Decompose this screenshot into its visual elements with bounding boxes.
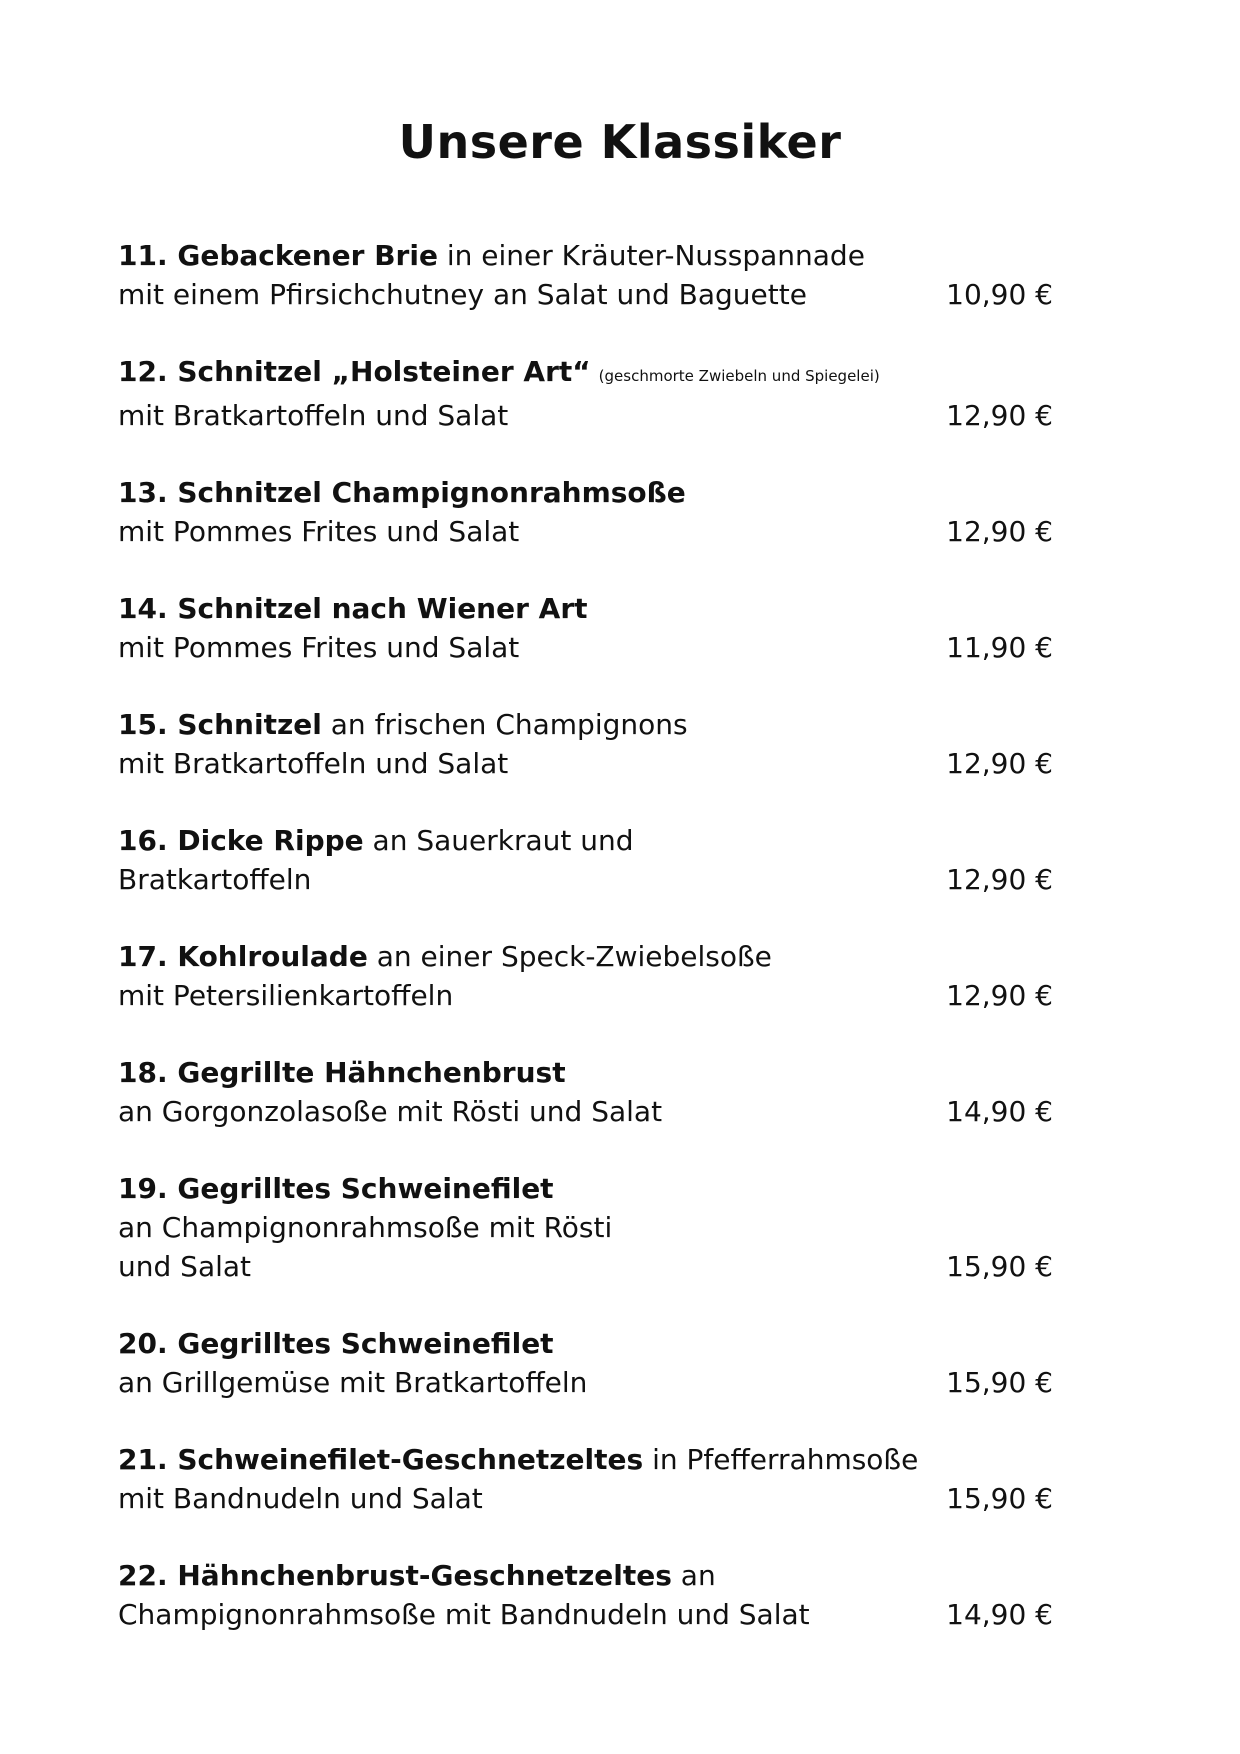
menu-item-name <box>118 708 322 741</box>
menu-item-name <box>118 1327 554 1360</box>
menu-item-number: 11. <box>118 239 168 272</box>
menu-item-heading <box>118 352 1053 396</box>
menu-item-heading <box>118 1324 1053 1363</box>
menu-item-name <box>118 355 591 388</box>
menu-item-price: 15,90 € <box>946 1250 1053 1283</box>
menu-item-description: und Salat <box>118 1250 252 1283</box>
menu-item-note: (geschmorte Zwiebeln und Spiegelei) <box>598 367 880 385</box>
menu-item-name <box>118 239 438 272</box>
menu-item-title: Gegrilltes Schweinefilet <box>177 1327 554 1360</box>
menu-item <box>118 937 1053 1015</box>
menu-item-spacer <box>118 1402 1053 1440</box>
menu-item-description: mit einem Pfirsichchutney an Salat und Baguette <box>118 278 807 311</box>
menu-item-spacer <box>118 1286 1053 1324</box>
menu-item-heading <box>118 1556 1053 1595</box>
menu-item-heading <box>118 937 1053 976</box>
menu-item <box>118 1053 1053 1131</box>
menu-item-price: 14,90 € <box>946 1095 1053 1128</box>
menu-item-price: 12,90 € <box>946 515 1053 548</box>
menu-item-spacer <box>118 783 1053 821</box>
menu-item-description: mit Petersilienkartoffeln <box>118 979 454 1012</box>
menu-item-heading <box>118 821 1053 860</box>
menu-item-description: an frischen Champignons <box>330 708 688 741</box>
menu-item-heading <box>118 705 1053 744</box>
menu-item <box>118 352 1053 435</box>
menu-item-title: Schnitzel nach Wiener Art <box>177 592 588 625</box>
menu-item <box>118 1556 1053 1634</box>
menu-list <box>118 236 1053 1634</box>
menu-item-spacer <box>118 314 1053 352</box>
menu-item-name <box>118 592 588 625</box>
menu-item-price: 12,90 € <box>946 747 1053 780</box>
menu-item-number: 18. <box>118 1056 168 1089</box>
menu-item-number: 16. <box>118 824 168 857</box>
menu-item-price: 15,90 € <box>946 1482 1053 1515</box>
menu-item-price: 12,90 € <box>946 399 1053 432</box>
menu-item-title: Gegrillte Hähnchenbrust <box>177 1056 566 1089</box>
menu-item-title: Kohlroulade <box>177 940 368 973</box>
menu-item-description: mit Bratkartoffeln und Salat <box>118 399 509 432</box>
menu-item-heading <box>118 1169 1053 1208</box>
menu-item-description: mit Pommes Frites und Salat <box>118 515 520 548</box>
menu-item <box>118 1324 1053 1402</box>
menu-item <box>118 1440 1053 1518</box>
menu-item-spacer <box>118 1518 1053 1556</box>
menu-item <box>118 589 1053 667</box>
menu-item-price: 12,90 € <box>946 863 1053 896</box>
menu-item-spacer <box>118 899 1053 937</box>
menu-item-heading <box>118 473 1053 512</box>
menu-item-title: Schnitzel Champignonrahmsoße <box>177 476 686 509</box>
menu-item-number: 15. <box>118 708 168 741</box>
menu-item-description: in einer Kräuter-Nusspannade <box>446 239 865 272</box>
menu-item-description: an einer Speck-Zwiebelsoße <box>376 940 772 973</box>
menu-item-title: Schnitzel <box>177 708 322 741</box>
menu-item-spacer <box>118 551 1053 589</box>
menu-item <box>118 236 1053 314</box>
menu-item-title: Gebackener Brie <box>177 239 438 272</box>
menu-item-name <box>118 940 368 973</box>
menu-item-heading <box>118 1053 1053 1092</box>
menu-item-price: 10,90 € <box>946 278 1053 311</box>
page-title: Unsere Klassiker <box>398 115 842 169</box>
menu-item-description: an <box>680 1559 716 1592</box>
menu-item <box>118 705 1053 783</box>
menu-item-number: 21. <box>118 1443 168 1476</box>
menu-item-name <box>118 1172 554 1205</box>
menu-item-title: Schweinefilet-Geschnetzeltes <box>177 1443 644 1476</box>
menu-item <box>118 821 1053 899</box>
menu-item-title: Schnitzel „Holsteiner Art“ <box>177 355 591 388</box>
menu-item-number: 13. <box>118 476 168 509</box>
menu-item-name <box>118 824 364 857</box>
menu-item-spacer <box>118 1015 1053 1053</box>
menu-item-description: Bratkartoffeln <box>118 863 312 896</box>
menu-item-description: mit Bandnudeln und Salat <box>118 1482 483 1515</box>
menu-item <box>118 473 1053 551</box>
menu-item-price: 11,90 € <box>946 631 1053 664</box>
menu-item-title: Hähnchenbrust-Geschnetzeltes <box>177 1559 672 1592</box>
menu-item-name <box>118 476 686 509</box>
menu-item-number: 17. <box>118 940 168 973</box>
menu-item-spacer <box>118 435 1053 473</box>
menu-item-spacer <box>118 1131 1053 1169</box>
menu-item-price: 14,90 € <box>946 1598 1053 1631</box>
menu-item-title: Gegrilltes Schweinefilet <box>177 1172 554 1205</box>
menu-item-number: 14. <box>118 592 168 625</box>
menu-item <box>118 1169 1053 1286</box>
menu-item-title: Dicke Rippe <box>177 824 364 857</box>
menu-item-name <box>118 1443 643 1476</box>
menu-item-description: mit Pommes Frites und Salat <box>118 631 520 664</box>
menu-item-price: 15,90 € <box>946 1366 1053 1399</box>
menu-item-number: 20. <box>118 1327 168 1360</box>
menu-item-description: an Gorgonzolasoße mit Rösti und Salat <box>118 1095 663 1128</box>
menu-item-spacer <box>118 667 1053 705</box>
menu-item-number: 22. <box>118 1559 168 1592</box>
menu-item-description: Champignonrahmsoße mit Bandnudeln und Salat <box>118 1598 810 1631</box>
menu-item-number: 19. <box>118 1172 168 1205</box>
menu-item-description: an Grillgemüse mit Bratkartoffeln <box>118 1366 588 1399</box>
menu-item-number: 12. <box>118 355 168 388</box>
menu-item-heading <box>118 236 1053 275</box>
menu-item-heading <box>118 589 1053 628</box>
menu-item-price: 12,90 € <box>946 979 1053 1012</box>
menu-item-description: an Sauerkraut und <box>372 824 634 857</box>
menu-item-name <box>118 1559 672 1592</box>
menu-item-description: mit Bratkartoffeln und Salat <box>118 747 509 780</box>
menu-item-name <box>118 1056 566 1089</box>
menu-item-description: in Pfefferrahmsoße <box>652 1443 919 1476</box>
menu-item-description: an Champignonrahmsoße mit Rösti <box>118 1211 613 1244</box>
menu-item-heading <box>118 1440 1053 1479</box>
